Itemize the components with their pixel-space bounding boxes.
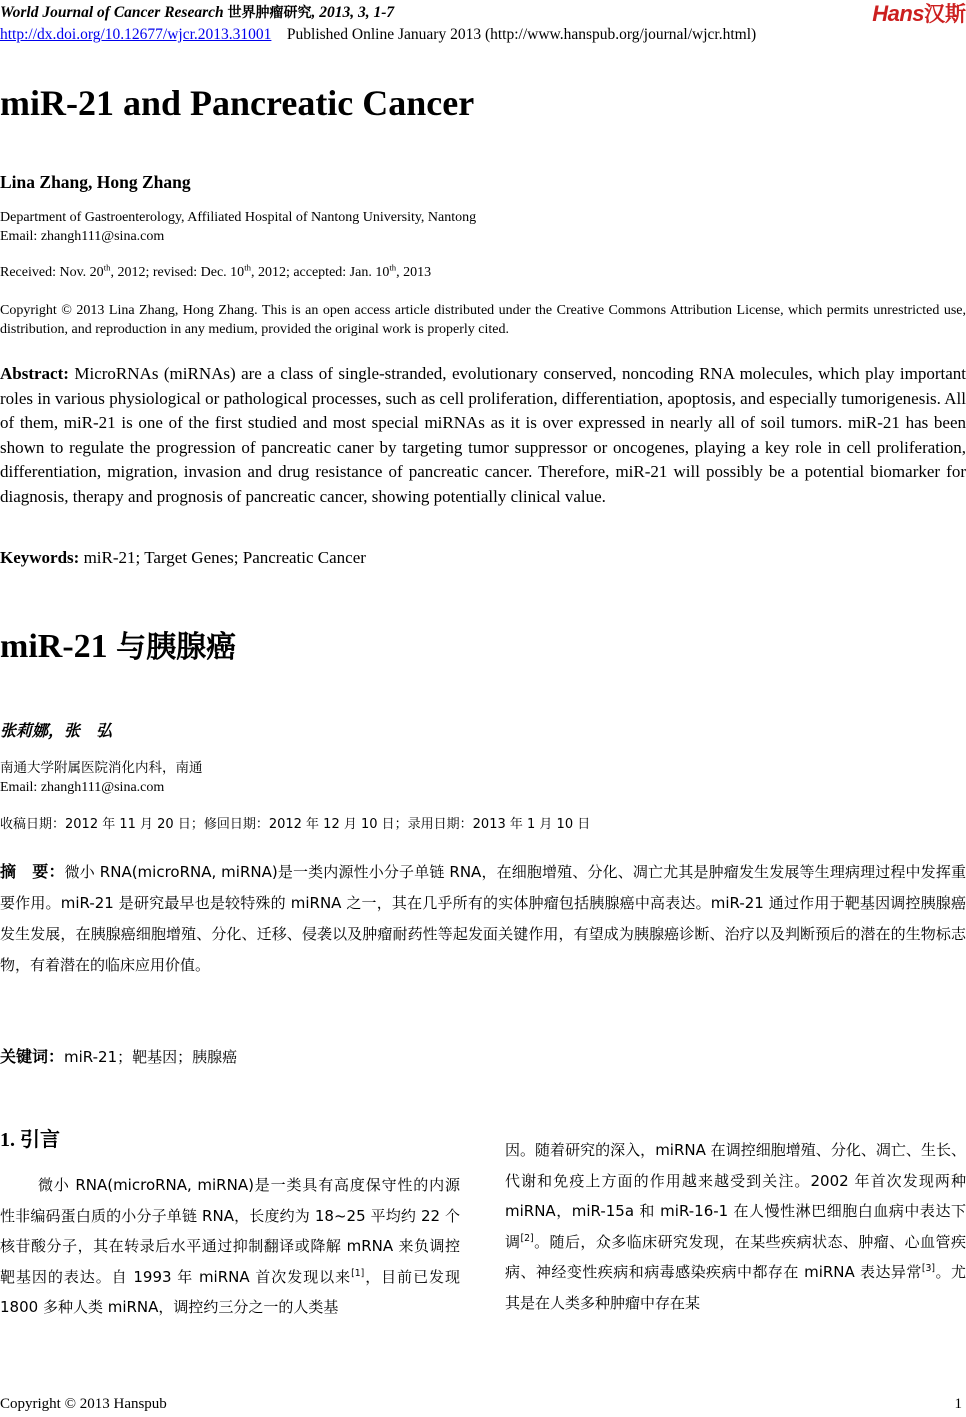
keywords-cn-text: miR-21；靶基因；胰腺癌 — [64, 1048, 238, 1066]
body-column-left — [0, 1170, 460, 1323]
keywords-en — [0, 548, 366, 568]
doi-link[interactable]: http://dx.doi.org/10.12677/wjcr.2013.31001 — [0, 26, 272, 43]
right-text-1: 因。随着研究的深入，miRNA 在调控细胞增殖、分化、凋亡、生长、代谢和免疫上方面的作用越来越受到关注。2002 年首次发现两种 miRNA，miR-15a 和 miR-16-1 在人慢性淋巴细胞白血病中表达下调 — [505, 1141, 966, 1251]
logo-text: Hans — [872, 1, 924, 26]
title-cn-cjk: 与胰腺癌 — [116, 630, 237, 665]
left-text-1: 微小 RNA(microRNA, miRNA)是一类具有高度保守性的内源性非编码蛋白质的小分子单链 RNA，长度约为 18~25 平均约 22 个核苷酸分子，其在转录后水平通过抑制翻译或降解 mRNA 来负调控靶基因的表达。自 1993 年 miRNA 首次发现以来 — [0, 1176, 460, 1286]
journal-name: World Journal of Cancer Research — [0, 4, 224, 21]
section-heading — [0, 1123, 60, 1152]
section-number: 1. — [0, 1129, 15, 1151]
journal-name-cn: 世界肿瘤研究 — [227, 5, 312, 21]
doi-line — [0, 26, 756, 44]
publisher-logo — [872, 0, 966, 28]
revised-sup: th — [244, 262, 251, 273]
affiliation-cn: 南通大学附属医院消化内科，南通 — [0, 760, 203, 776]
abstract-text: MicroRNAs (miRNAs) are a class of single-stranded, evolutionary conserved, noncoding RNA molecules, which play important roles in various physiological or pathological processes, such as cell proliferation, differentiation, apoptosis, and especially tumorigenesis. All of them, miR-21 is one of the first studied and most special miRNAs as it is over expressed in nearly all of soil tumors. miR-21 has been shown to regulate the progression of pancreatic caner by targeting tumor suppressor or oncogenes, playing a key role in cell proliferation, differentiation, migration, invasion and drug resistance of pancreatic cancer. Therefore, miR-21 will possibly be a potential biomarker for diagnosis, therapy and prognosis of pancreatic cancer, showing potentially clinical value. — [0, 364, 966, 506]
accepted-year: , 2013 — [396, 265, 432, 280]
email-cn: Email: zhangh111@sina.com — [0, 780, 165, 795]
received-date: Received: Nov. 20 — [0, 265, 104, 280]
published-online: Published Online January 2013 (http://www.hanspub.org/journal/wjcr.html) — [286, 26, 757, 43]
keywords-cn-label: 关键词： — [0, 1047, 65, 1066]
affiliation: Department of Gastroenterology, Affiliated Hospital of Nantong University, Nantong — [0, 210, 477, 225]
abstract-cn — [0, 857, 966, 981]
received-sup: th — [103, 262, 111, 273]
abstract-cn-label: 摘 要： — [0, 862, 65, 881]
authors-cn: 张莉娜，张 弘 — [0, 721, 113, 740]
accepted-sup: th — [389, 262, 397, 273]
abstract-cn-text: 微小 RNA(microRNA, miRNA)是一类内源性小分子单链 RNA，在细胞增殖、分化、凋亡尤其是肿瘤发生发展等生理病理过程中发挥重要作用。miR-21 是研究最早也是较特殊的 miRNA 之一，其在几乎所有的实体肿瘤包括胰腺癌中高表达。miR-21 通过作用于靶基因调控胰腺癌发生发展，在胰腺癌细胞增殖、分化、迁移、侵袭以及肿瘤耐药性等起发面关键作用，有望成为胰腺癌诊断、治疗以及判断预后的潜在的生物标志物，有着潜在的临床应用价值。 — [0, 863, 966, 974]
left-text-2: ，目前已发现 1800 多种人类 miRNA，调控约三分之一的人类基 — [0, 1267, 460, 1316]
citation-1[interactable]: [1] — [351, 1267, 365, 1279]
keywords-text: miR-21; Target Genes; Pancreatic Cancer — [83, 548, 366, 567]
section-title: 引言 — [20, 1127, 60, 1151]
body-column-right — [505, 1135, 966, 1318]
accepted-date: , 2012; accepted: Jan. 10 — [250, 265, 390, 280]
journal-header — [0, 2, 394, 22]
copyright-notice: Copyright © 2013 Lina Zhang, Hong Zhang. This is an open access article distributed under the Creative Commons Attribution License, which permits unrestricted use, distribution, and reproduction in any medium, provided the original work is properly cited. — [0, 303, 966, 337]
paper-title-cn — [0, 622, 236, 666]
abstract-en — [0, 362, 966, 509]
citation-2[interactable]: [2] — [520, 1232, 534, 1244]
keywords-label: Keywords: — [0, 548, 80, 567]
footer-copyright: Copyright © 2013 Hanspub — [0, 1396, 167, 1412]
right-text-2: 。随后，众多临床研究发现，在某些疾病状态、肿瘤、心血管疾病、神经变性疾病和病毒感染疾病中都存在 miRNA 表达异常 — [505, 1232, 966, 1281]
keywords-cn — [0, 1044, 237, 1067]
dates-line — [0, 263, 431, 282]
paper-title: miR-21 and Pancreatic Cancer — [0, 83, 475, 123]
dates-cn: 收稿日期：2012 年 11 月 20 日；修回日期：2012 年 12 月 10 日；录用日期：2013 年 1 月 10 日 — [0, 817, 591, 832]
citation-3[interactable]: [3] — [921, 1263, 936, 1274]
email: Email: zhangh111@sina.com — [0, 229, 165, 244]
page-number: 1 — [954, 1396, 962, 1412]
authors: Lina Zhang, Hong Zhang — [0, 172, 191, 192]
abstract-label: Abstract: — [0, 364, 69, 383]
title-cn-latin: miR-21 — [0, 628, 117, 665]
logo-text-cn: 汉斯 — [924, 2, 966, 26]
journal-issue: , 2013, 3, 1-7 — [311, 4, 395, 21]
right-text-3: 。尤其是在人类多种肿瘤中存在某 — [505, 1263, 966, 1312]
revised-date: , 2012; revised: Dec. 10 — [110, 265, 245, 280]
